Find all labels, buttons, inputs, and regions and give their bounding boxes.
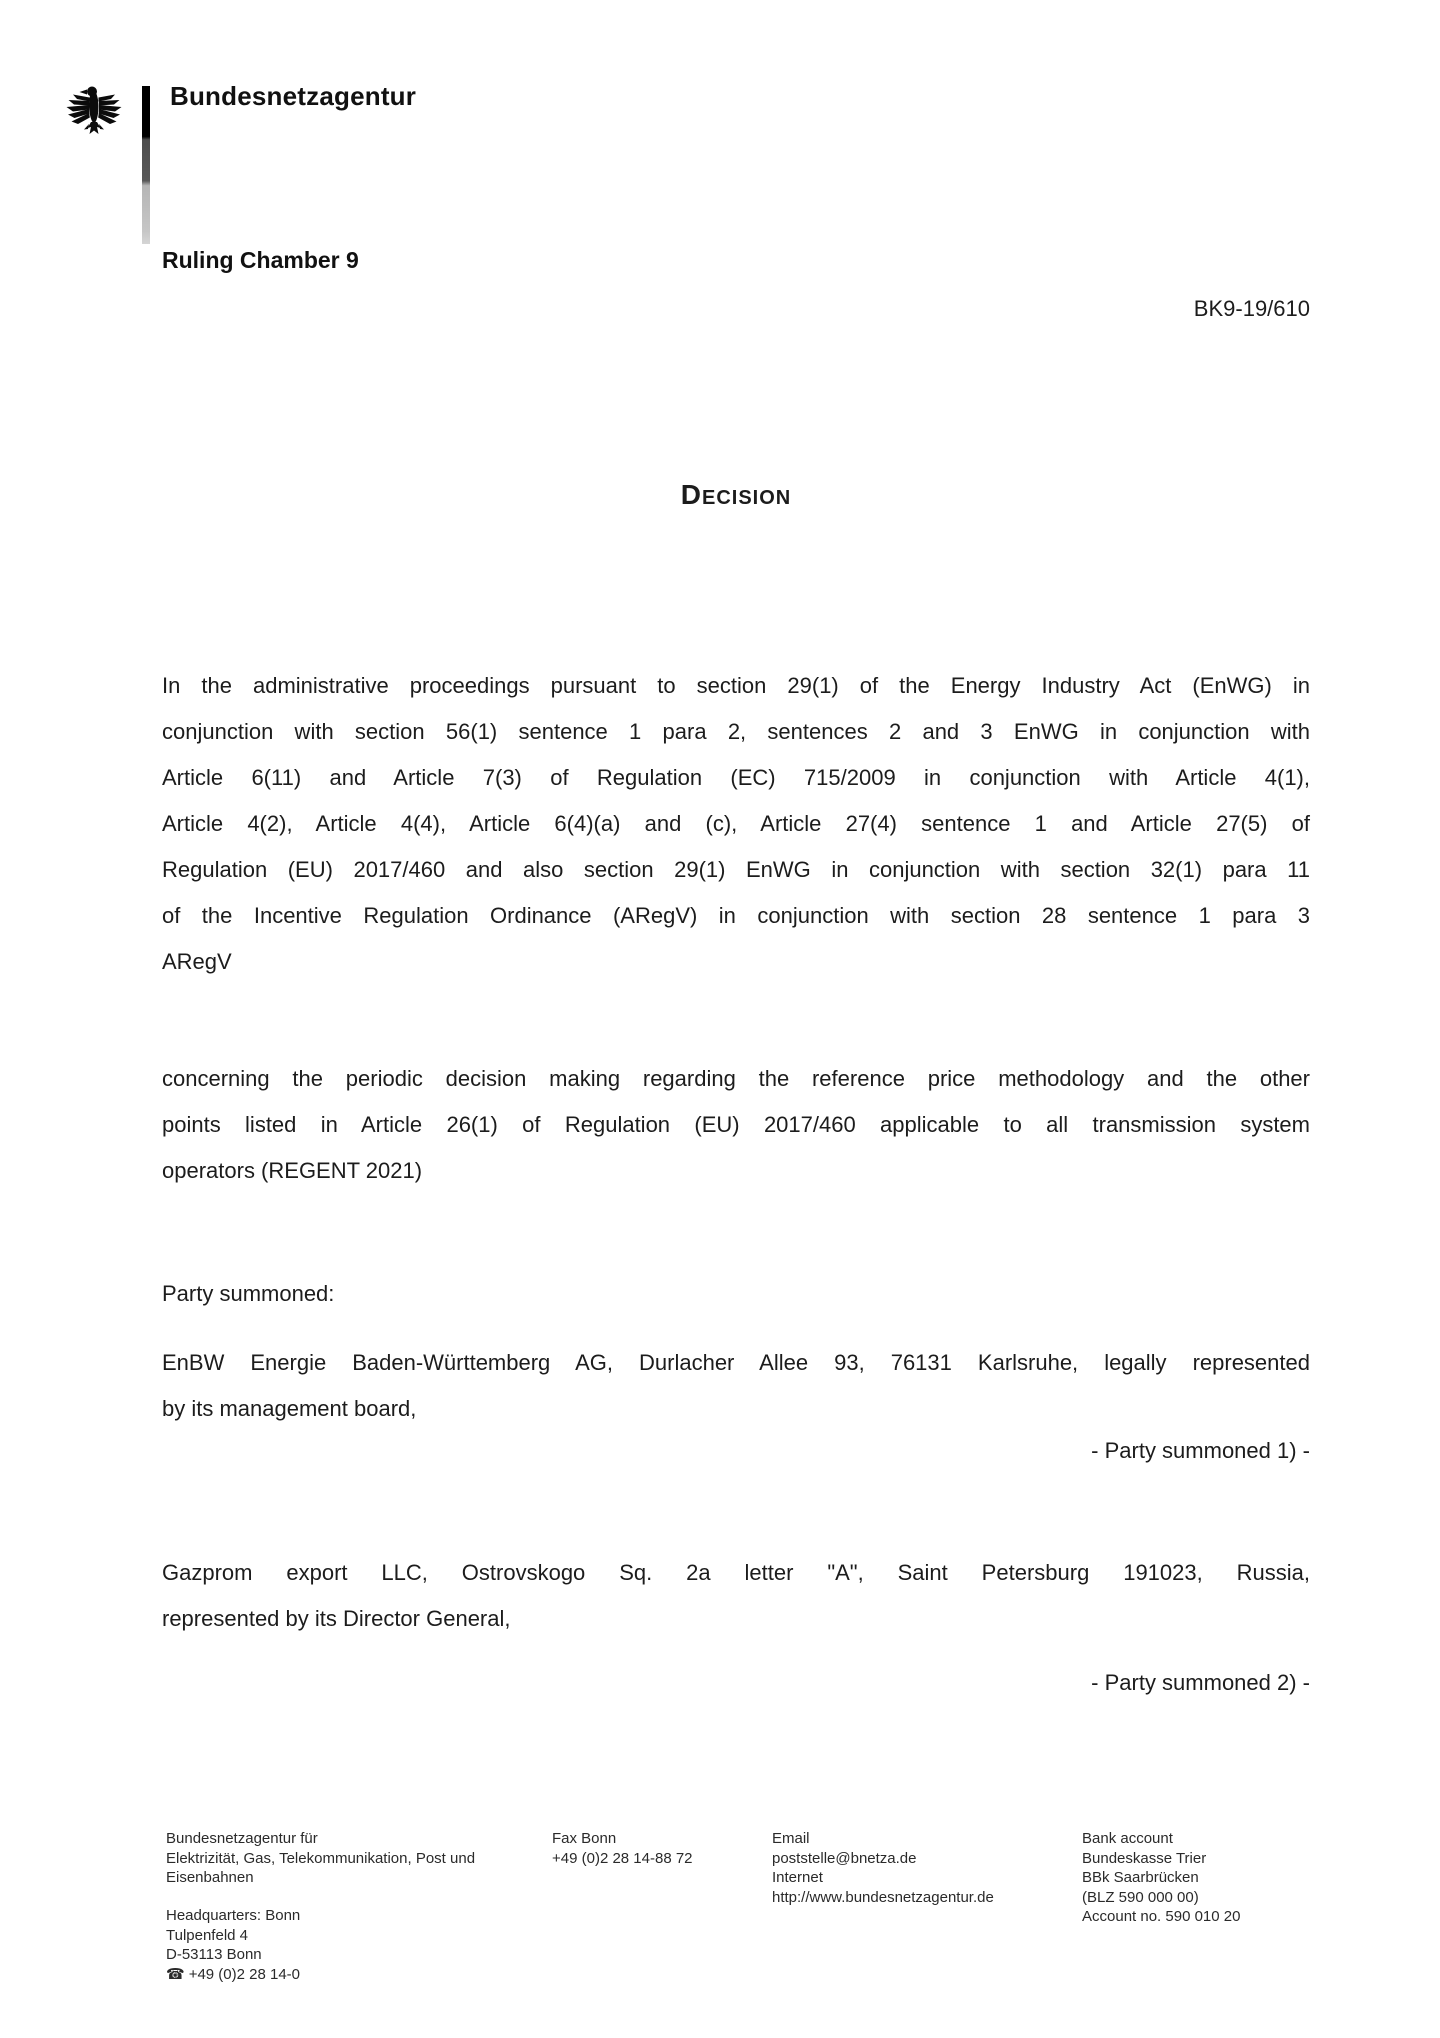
party-two-paragraph: [162, 1550, 1310, 1642]
text-line: Elektrizität, Gas, Telekommunikation, Post und: [166, 1849, 476, 1867]
text-line: Email: [772, 1830, 810, 1847]
text-line: Eisenbahnen: [166, 1869, 254, 1886]
phone-icon: ☎: [166, 1964, 185, 1983]
text-line: (BLZ 590 000 00): [1082, 1888, 1199, 1906]
text-line: Tulpenfeld 4: [166, 1926, 249, 1944]
text-line: conjunction with section 56(1) sentence 1 para 2, sentences 2 and 3 EnWG in conjunction with: [162, 719, 1310, 744]
text-line: Article 4(2), Article 4(4), Article 6(4)(a) and (c), Article 27(4) sentence 1 and Article 27(5) of: [162, 811, 1310, 836]
text-line: Gazprom export LLC, Ostrovskogo Sq. 2a letter "A", Saint Petersburg 191023, Russia,: [162, 1560, 1310, 1585]
text-line: represented by its Director General,: [162, 1606, 511, 1631]
text-line: Fax Bonn: [552, 1830, 617, 1847]
footer-phone-line: [166, 1965, 556, 1985]
text-line: Internet: [772, 1869, 823, 1886]
text-line: poststelle@bnetza.de: [772, 1849, 917, 1867]
text-line: ARegV: [162, 949, 232, 974]
text-line: EnBW Energie Baden-Württemberg AG, Durlacher Allee 93, 76131 Karlsruhe, legally represented: [162, 1350, 1310, 1375]
party-two-tag: - Party summoned 2) -: [1091, 1670, 1310, 1695]
text-line: concerning the periodic decision making regarding the reference price methodology and the other: [162, 1066, 1310, 1091]
footer-fax: [552, 1829, 752, 1868]
text-line: BBk Saarbrücken: [1082, 1869, 1199, 1886]
text-line: by its management board,: [162, 1396, 417, 1421]
legal-basis-paragraph: [162, 663, 1310, 985]
text-line: Bundeskasse Trier: [1082, 1849, 1207, 1867]
text-line: Regulation (EU) 2017/460 and also section 29(1) EnWG in conjunction with section 32(1) para 11: [162, 857, 1310, 882]
text-line: In the administrative proceedings pursuant to section 29(1) of the Energy Industry Act (EnWG) in: [162, 673, 1310, 698]
party-one-paragraph: [162, 1340, 1310, 1432]
party-one-tag: - Party summoned 1) -: [1091, 1438, 1310, 1463]
footer-email-internet: [772, 1829, 1062, 1907]
text-line: +49 (0)2 28 14-88 72: [552, 1849, 693, 1867]
document-title: Decision: [680, 479, 792, 510]
text-line: of the Incentive Regulation Ordinance (ARegV) in conjunction with section 28 sentence 1 para 3: [162, 903, 1310, 928]
footer-hq-lines: [166, 1906, 556, 1965]
text-line: Bundesnetzagentur für: [166, 1830, 318, 1847]
text-line: points listed in Article 26(1) of Regulation (EU) 2017/460 applicable to all transmission system: [162, 1112, 1310, 1137]
text-line: Account no. 590 010 20: [1082, 1908, 1241, 1925]
case-number: BK9-19/610: [1193, 296, 1310, 321]
text-line: D-53113 Bonn: [166, 1946, 262, 1963]
ruling-chamber-heading: Ruling Chamber 9: [162, 247, 359, 273]
logo-divider-bar: [142, 86, 150, 244]
brand-wordmark: Bundesnetzagentur: [170, 81, 417, 111]
text-line: Article 6(11) and Article 7(3) of Regulation (EC) 715/2009 in conjunction with Article 4(1),: [162, 765, 1310, 790]
party-summoned-label: Party summoned:: [162, 1281, 335, 1306]
subject-paragraph: [162, 1056, 1310, 1194]
phone-number: +49 (0)2 28 14-0: [188, 1965, 301, 1983]
footer-bank-account: [1082, 1829, 1322, 1927]
federal-eagle-icon: [64, 80, 124, 142]
footer-agency-name: [166, 1829, 556, 1888]
text-line: operators (REGENT 2021): [162, 1158, 423, 1183]
text-line: Bank account: [1082, 1830, 1173, 1847]
footer-headquarters: [166, 1906, 556, 1984]
text-line: http://www.bundesnetzagentur.de: [772, 1888, 994, 1906]
text-line: Headquarters: Bonn: [166, 1907, 301, 1924]
